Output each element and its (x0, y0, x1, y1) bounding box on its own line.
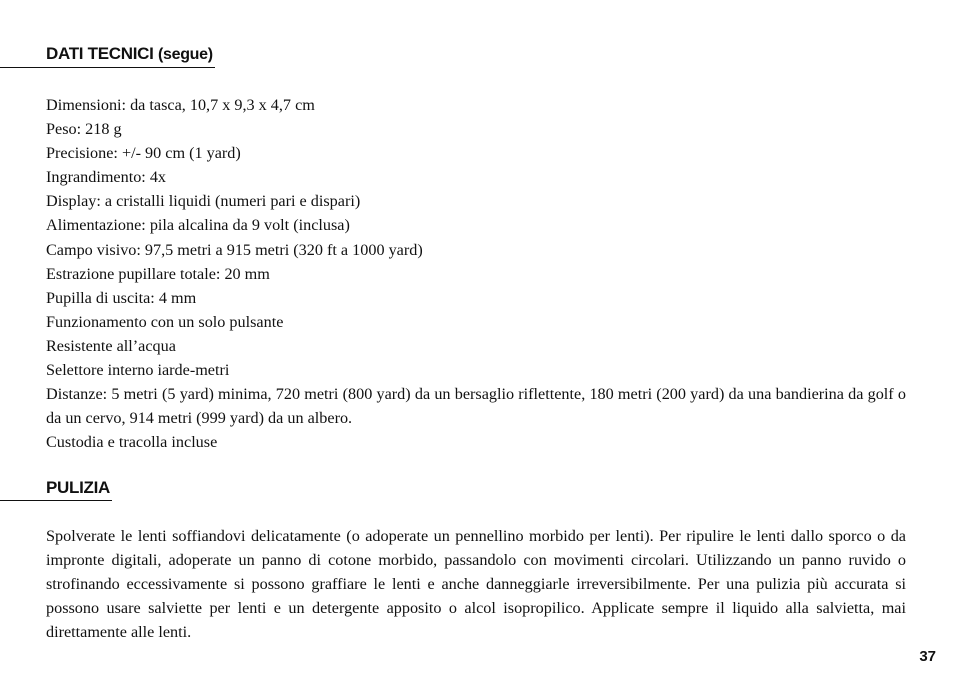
spec-line-power: Alimentazione: pila alcalina da 9 volt (inclusa) (46, 216, 350, 235)
spec-line-dimensions: Dimensioni: da tasca, 10,7 x 9,3 x 4,7 cm (46, 96, 315, 114)
spec-line-water-resistant: Resistente all’acqua (46, 336, 176, 355)
page-number: 37 (919, 648, 936, 665)
spec-line-case-strap: Custodia e tracolla incluse (46, 433, 218, 452)
section-heading-cleaning (0, 478, 112, 501)
spec-line-single-button: Funzionamento con un solo pulsante (46, 312, 284, 331)
spec-line-distances: Distanze: 5 metri (5 yard) minima, 720 metri (800 yard) da un bersaglio riflettente, 180 metri (200 yard) da una bandierina da golf o da un cervo, 914 metri (999 yard) da un albero. (46, 385, 906, 428)
spec-line-unit-selector: Selettore interno iarde-metri (46, 361, 230, 380)
section-heading-specs (0, 44, 215, 68)
spec-line-magnification: Ingrandimento: 4x (46, 168, 167, 187)
spec-line-weight: Peso: 218 g (46, 120, 122, 139)
section-heading-cleaning-title: PULIZIA (46, 478, 111, 497)
spec-line-exit-pupil: Pupilla di uscita: 4 mm (46, 288, 197, 307)
spec-line-field-of-view: Campo visivo: 97,5 metri a 915 metri (320 ft a 1000 yard) (46, 240, 423, 259)
spec-line-eye-relief: Estrazione pupillare totale: 20 mm (46, 264, 270, 283)
specs-list (46, 93, 906, 454)
section-heading-specs-title: DATI TECNICI (46, 44, 154, 63)
spec-line-display: Display: a cristalli liquidi (numeri pari e dispari) (46, 192, 361, 211)
spec-line-accuracy: Precisione: +/- 90 cm (1 yard) (46, 144, 241, 163)
cleaning-paragraph: Spolverate le lenti soffiandovi delicatamente (o adoperate un pennellino morbido per lenti). Per ripulire le lenti dallo sporco o da impronte digitali, adoperate un panno di cotone morbido, passandolo con movimenti circolari. Utilizzando un panno ruvido o strofinando eccessivamente si possono graffiare le lenti e anche danneggiarle irreversibilmente. Per una pulizia più accurata si possono usare salviette per lenti e un detergente apposito o alcol isopropilico. Applicate sempre il liquido alla salvietta, mai direttamente alle lenti. (46, 527, 906, 642)
section-heading-specs-suffix: (segue) (157, 46, 213, 63)
